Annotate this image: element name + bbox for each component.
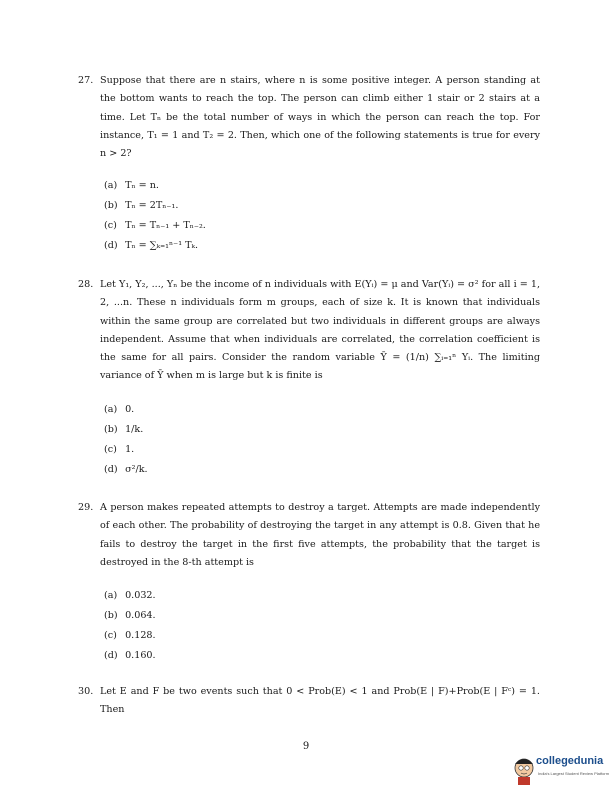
option-b: (b) Tₙ = 2Tₙ₋₁. [104,200,179,211]
question-number: 27. [78,75,94,86]
option-b: (b) 1/k. [104,424,144,435]
logo-tagline: India's Largest Student Review Platform [538,771,610,776]
question-28 [78,276,540,386]
option-b: (b) 0.064. [104,610,156,621]
option-a: (a) 0.032. [104,590,156,601]
page-number: 9 [302,741,310,752]
option-d: (d) Tₙ = ∑ₖ₌₁ⁿ⁻¹ Tₖ. [104,240,199,251]
question-27 [78,72,540,163]
option-d: (d) σ²/k. [104,464,148,475]
question-text: Suppose that there are n stairs, where n is some positive integer. A person standing at the bottom wants to reach the top. The person can climb either 1 stair or 2 stairs at a time. Let Tₙ be the total number of ways in which the person can reach the top. For instance, T₁ = 1 and T₂ = 2. Then, which one of the following statements is true for every n > 2? [100,75,540,160]
option-c: (c) Tₙ = Tₙ₋₁ + Tₙ₋₂. [104,220,206,231]
question-number: 28. [78,279,94,290]
question-number: 30. [78,686,94,697]
question-text: A person makes repeated attempts to destroy a target. Attempts are made independently of each other. The probability of destroying the target in any attempt is 0.8. Given that he fails to destroy the target in the first five attempts, the probability that the target is destroyed in the 8-th attempt is [100,502,540,568]
options-29 [104,586,156,666]
question-text: Let Y₁, Y₂, ..., Yₙ be the income of n individuals with E(Yᵢ) = μ and Var(Yᵢ) = σ² for all i = 1, 2, ...n. These n individuals form m groups, each of size k. It is known that individuals within the same group are correlated but two individuals in different groups are always independent. Assume that when individuals are correlated, the correlation coefficient is the same for all pairs. Consider the random variable Ȳ = (1/n) ∑ᵢ₌₁ⁿ Yᵢ. The limiting variance of Ȳ when m is large but k is finite is [100,279,540,382]
option-c: (c) 1. [104,444,135,455]
question-29 [78,499,540,572]
question-text: Let E and F be two events such that 0 < Prob(E) < 1 and Prob(E | F)+Prob(E | Fᶜ) = 1. Then [100,686,540,716]
option-a: (a) 0. [104,404,135,415]
logo-wordmark: collegedunia [536,755,604,767]
option-d: (d) 0.160. [104,650,156,661]
question-number: 29. [78,502,94,513]
option-c: (c) 0.128. [104,630,156,641]
options-28 [104,400,148,480]
options-27 [104,176,206,256]
question-30 [78,683,540,720]
option-a: (a) Tₙ = n. [104,180,159,191]
